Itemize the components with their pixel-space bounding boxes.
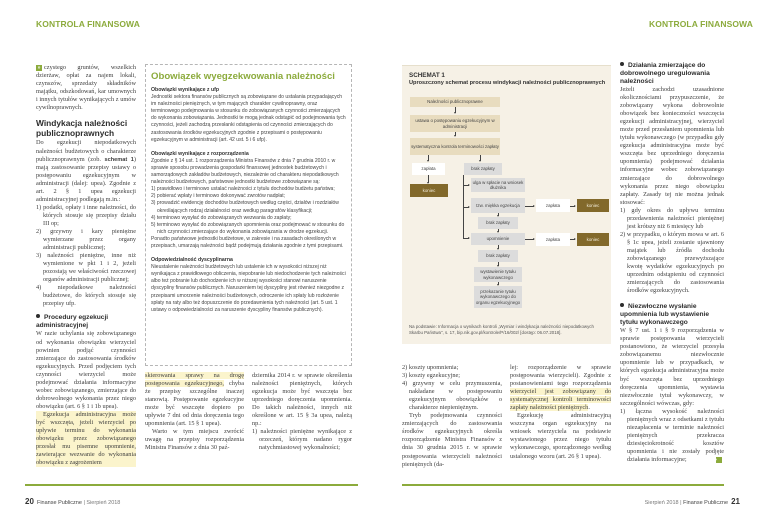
box-text: Jednostki sektora finansów publicznych są zobowiązane do ustalania przypadających im należności pieniężnych, w tym mających charakter cywilnoprawny, oraz terminowego podejmowania w stosunku do zobowiązanych czynności zmierzających do wykonania zobowiązania. Jednostki te mogą jednak odstąpić od podejmowania tych czynności, jeżeli zachodzą przesłanki odstąpienia od czynności zmierzających do zastosowania środków egzekucyjnych zgodnie z przepisami o postępowaniu egzekucyjnym w administracji (art. 42 ust. 5 i 6 ufp). (151, 94, 346, 143)
paragraph: Egzekucję administracyjną wszczyna organ egzekucyjny na wniosek wierzyciela na podstawie wystawionego przez niego tytułu wykonawczego, sporządzonego według ustalonego wzoru (art. 26 § 1 upea). (510, 412, 611, 460)
arrow-right-icon (533, 238, 535, 240)
page-footer (25, 497, 120, 506)
node-ustawa: ustawa o postępowaniu egzekucyjnym w administracji (410, 115, 500, 132)
continuation-paragraph: » czystego gruntów, wszelkich dzierżaw, opłat za najem lokali, czynszów, sprzedaży składników majątku, odszkodowań, kar umownych i innych tytułów wynikających z umów cywilnoprawnych. (36, 64, 136, 112)
bullet-icon (36, 314, 40, 318)
list-item: 2) grzywny i kary pieniężne wymierzane przez organy administracji publicznej; (36, 227, 136, 252)
node-wystawienie-tytulu: wystawienie tytułu wykonawczego (474, 267, 522, 282)
paragraph: Jeżeli zachodzi uzasadnione okolicznościami przypuszczenie, że zobowiązany wykona dobrowolnie obowiązek bez konieczności wszczęcia egzekucji administracyjnej, wierzyciel może przed przesłaniem upomnienia lub tytułu wykonawczego (w przypadku gdy egzekucja administracyjna może być wszczęta bez uprzedniego doręczenia upomnienia) podejmować działania informacyjne wobec zobowiązanego zmierzające do dobrowolnego wykonania przez niego obowiązku zapłaty. Zasady tej nie można jednak stosować: (620, 86, 724, 206)
node-brak-zaplaty-2: brak zapłaty (478, 217, 518, 229)
bullet-icon (620, 62, 624, 66)
heading-procedury: Procedury egzekucji administracyjnej (36, 314, 109, 330)
box-text: Ponadto państwowe jednostki budżetowe, w zakresie i na zasadach określonych w przepisach, umarzają należności bądź podejmują działania zgodnie z tymi przepisami. (151, 235, 344, 249)
list-item: 3) należności pieniężne, inne niż wymienione w pkt 1 i 2, jeżeli pozostają we właściwości rzeczowej organów administracji publicznej; (36, 252, 136, 284)
right-column-2 (510, 364, 611, 461)
arrow-right-icon (468, 184, 470, 186)
node-przekazanie-tytulu: przekazanie tytułu wykonawczego do organu egzekucyjnego (474, 286, 522, 308)
scheme-label: SCHEMAT 1 (409, 72, 445, 79)
scheme-diagram (402, 65, 611, 344)
heading-niezwloczne: Niezwłoczne wysłanie upomnienia lub wystawienie tytułu wykonawczego (620, 303, 710, 327)
info-box (145, 64, 352, 366)
list (620, 408, 724, 464)
box-list-item: 3) prowadzić ewidencję dochodów budżetowych według części, działów i rozdziałów określających rodzaj działalności oraz według paragrafów klasyfikacji; (151, 200, 339, 214)
paragraph: skierowania sprawy na drogę postępowania egzekucyjnego, chyba że przepisy szczególne inaczej stanowią. Postępowanie egzekucyjne może być wszczęte dopiero po upływie 7 dni od dnia doręczenia tego upomnienia (art. 15 § 1 upea). (145, 372, 244, 428)
list-item: 1) należności pieniężne wynikające z orzeczeń, którym nadano rygor natychmiastowej wykonalności; (252, 428, 352, 452)
list (252, 428, 352, 452)
list (620, 207, 724, 296)
node-koniec-3: koniec (577, 233, 609, 246)
right-page (384, 0, 768, 512)
left-column-1 (36, 64, 136, 467)
paragraph: Do egzekucji niepodatkowych należności budżetowych o charakterze publicznoprawnym (zob. schemat 1) mają zastosowanie przepisy ustawy o postępowaniu egzekucyjnym w administracji (dalej: upea). Zgodnie z art. 2 § 1 upea egzekucji administracyjnej podlegają m.in.: (36, 139, 136, 203)
node-ulga: ulga w spłacie na wniosek dłużnika (472, 179, 524, 190)
list-item: 4) niepodatkowe należności budżetowe, do których stosuje się przepisy ufp. (36, 284, 136, 308)
box-text: Zgodnie z § 14 ust. 1 rozporządzenia Ministra Finansów z dnia 7 grudnia 2010 r. w sprawie sposobu prowadzenia gospodarki finansowej jednostek budżetowych i samorządowych zakładów budżetowych, niezależnie od charakteru niepodatkowych należności budżetowych, państwowe jednostki budżetowe zobowiązane są: (151, 157, 339, 186)
paragraph: lej: rozporządzenie w sprawie postępowania wierzycieli). Zgodnie z postanowieniami tego rozporządzenia wierzyciel jest zobowiązany do systematycznej kontroli terminowości zapłaty należności pieniężnych. (510, 364, 611, 412)
box-list-item: 4) terminowo wysyłać do zobowiązanych wezwania do zapłaty; (151, 214, 292, 221)
box-list-item: 2) pobierać wpłaty i terminowo dokonywać zwrotów nadpłat; (151, 193, 286, 200)
heading-windykacja: Windykacja należności publicznoprawnych (36, 118, 128, 138)
box-title: Obowiązek wyegzekwowania należności (151, 71, 335, 82)
right-column-1 (402, 364, 502, 469)
box-text: Nieustalenie należności budżetowych lub ustalenie ich w wysokości niższej niż wynikająca z prawidłowego obliczenia, niepobranie lub niedochodzenie tych należności albo też pobranie lub dochodzenie ich w niższej wysokości stanowi naruszenie dyscypliny finansów publicznych. Naruszeniem tej dyscypliny jest również niezgodne z przepisami umorzenie należności budżetowych, odroczenie ich spłaty lub rozłożenie spłaty na raty albo też dopuszczenie do przedawnienia tych należności (art. 5 ust. 1 ustawy o odpowiedzialności za naruszenie dyscypliny finansów publicznych). (151, 264, 346, 313)
paragraph: W § 7 ust. 1 i § 9 rozporządzenia w sprawie postępowania wierzycieli postanowiono, że wierzyciel przesyła zobowiązanemu niezwłocznie upomnienie lub w przypadkach, w których egzekucja administracyjna może być wszczęta bez uprzedniego doręczenia upomnienia, wystawia niezwłocznie tytuł wykonawczy, w szczególności wówczas, gdy: (620, 327, 724, 407)
node-zaplata: zapłata (412, 163, 445, 175)
section-header: KONTROLA FINANSOWA (36, 19, 140, 29)
node-koniec-2: koniec (577, 199, 609, 212)
magazine-title: Finanse Publiczne (36, 500, 82, 506)
node-upomnienie: upomnienie (471, 233, 525, 245)
list (36, 204, 136, 309)
list-item: 1) gdy okres do upływu terminu przedawnienia należności pieniężnej jest krótszy niż 6 miesięcy lub (620, 206, 724, 230)
highlighted-paragraph: Egzekucja administracyjna może być wszczęta, jeżeli wierzyciel po upływie terminu do wykonania obowiązku przez zobowiązanego przesłał mu pisemne upomnienie, zawierające wezwanie do wykonania obowiązku z zagrożeniem (36, 410, 136, 467)
list-item: 4) grzywny w celu przymuszenia, nakładane w postępowaniu egzekucyjnym obowiązków o charakterze niepieniężnym. (402, 380, 502, 412)
page-number: 20 (25, 497, 34, 506)
arrow-right-icon (468, 237, 470, 239)
box-list-item: 1) prawidłowo i terminowo ustalać należności z tytułu dochodów budżetu państwa; (151, 186, 335, 193)
list-item: 2) w przypadku, o którym mowa w art. 6 § 1c upea, jeżeli zostanie ujawniony majątek lub źródła dochodu zobowiązanego przewyższające kwotę wydatków egzekucyjnych po uprzednim odstąpieniu od czynności zmierzających do zastosowania środków egzekucyjnych. (620, 230, 724, 295)
arrow-right-icon (533, 205, 535, 207)
page-number: 21 (731, 497, 740, 506)
box-subheading: Obowiązki wynikające z ufp (151, 87, 220, 93)
node-zaplata-2: zapłata (536, 199, 570, 212)
section-header: KONTROLA FINANSOWA (649, 19, 753, 29)
node-kontrola: systematyczna kontrola terminowości zapłaty (410, 138, 500, 155)
bullet-icon (620, 303, 624, 307)
heading-dzialania: Działania zmierzające do dobrowolnego uregulowania należności (620, 62, 710, 85)
box-list-item: 5) terminowo wysyłać do zobowiązanych upomnienia oraz podejmować w stosunku do nich czynności zmierzające do wykonania zobowiązania w drodze egzekucji. (151, 221, 345, 235)
magazine-title: Finanse Publiczne (683, 500, 729, 506)
footer-separator: | (680, 500, 682, 506)
arrow-down-icon (479, 160, 481, 162)
box-subheading: Obowiązki wynikające z rozporządzenia (151, 150, 249, 157)
page-footer (645, 497, 740, 506)
footer-separator: | (83, 500, 85, 506)
box-subheading: Odpowiedzialność dyscyplinarna (151, 257, 233, 264)
list-item: 2) koszty upomnienia; (402, 364, 459, 371)
bottom-rule (402, 484, 724, 486)
node-zaplata-3: zapłata (536, 233, 570, 246)
arrow-right-icon (574, 238, 576, 240)
list-item: 1) podatki, opłaty i inne należności, do których stosuje się przepisy działu III op; (36, 203, 136, 227)
node-brak-zaplaty: brak zapłaty (464, 163, 502, 175)
left-column-2 (145, 372, 244, 452)
node-miekka-egzekucja: tzw. miękka egzekucja (471, 198, 525, 213)
left-column-3 (252, 372, 352, 452)
paragraph: dziernika 2014 r. w sprawie określenia należności pieniężnych, których egzekucja może być wszczęta bez uprzedniego doręczenia upomnienia. Do takich należności, innych niż określone w art. 15 § 3a upea, należą np.: (252, 372, 352, 428)
bottom-rule (36, 484, 358, 486)
list-item: 1) łączna wysokość należności pieniężnych wraz z odsetkami z tytułu niezapłacenia w terminie należności pieniężnych przekracza dziesięciokrotność kosztów upomnienia i nie zostały podjęte działania informacyjne; » (620, 407, 724, 463)
scheme-source: Na podstawie: Informacja o wynikach kontroli „Wymiar i windykacja należności niepodatkowych Skarbu Państwa", s. 17, bip.nik.gov.pl/kontrole/P/16/002/ [dostęp: 06.07.2018]. (409, 324, 594, 335)
node-naleznosci: Należności publicznoprawne (410, 97, 500, 107)
arrow-right-icon (574, 205, 576, 207)
right-column-3 (620, 62, 724, 464)
node-koniec: koniec (410, 184, 448, 197)
box-list (151, 186, 346, 236)
arrow-down-icon (454, 135, 456, 137)
scheme-title: Uproszczony schemat procesu windykacji należności publicznoprawnych (409, 80, 606, 86)
arrow-right-icon (468, 206, 470, 208)
list-item: 3) koszty egzekucyjne; (402, 372, 461, 380)
paragraph: Warto w tym miejscu zwrócić uwagę na przepisy rozporządzenia Ministra Finansów z dnia 30 paź- (145, 428, 244, 452)
list (402, 364, 502, 412)
issue-date: Sierpień 2018 (86, 500, 121, 506)
issue-date: Sierpień 2018 (644, 500, 679, 506)
continuation-marker-icon: » (37, 65, 41, 71)
continue-marker-icon: » (716, 457, 722, 463)
paragraph: Tryb podejmowania czynności zmierzających do zastosowania środków egzekucyjnych określa rozporządzenie Ministra Finansów z dnia 30 grudnia 2015 r. w sprawie postępowania wierzycieli należności pieniężnych (da- (402, 412, 502, 468)
schema-reference: schemat 1 (104, 156, 134, 163)
paragraph: W razie uchylania się zobowiązanego od wykonania obowiązku wierzyciel powinien podjąć czynności zmierzające do zastosowania środków egzekucyjnych. Przed podjęciem tych czynności wierzyciel może podejmować działania informacyjne wobec zobowiązanego, zmierzające do dobrowolnego wykonania przez niego obowiązku (art. 6 § 1 i 1b upea). (36, 330, 136, 410)
arrow-down-icon (454, 112, 456, 114)
node-brak-zaplaty-3: brak zapłaty (478, 250, 518, 262)
arrow-down-icon (427, 160, 429, 162)
